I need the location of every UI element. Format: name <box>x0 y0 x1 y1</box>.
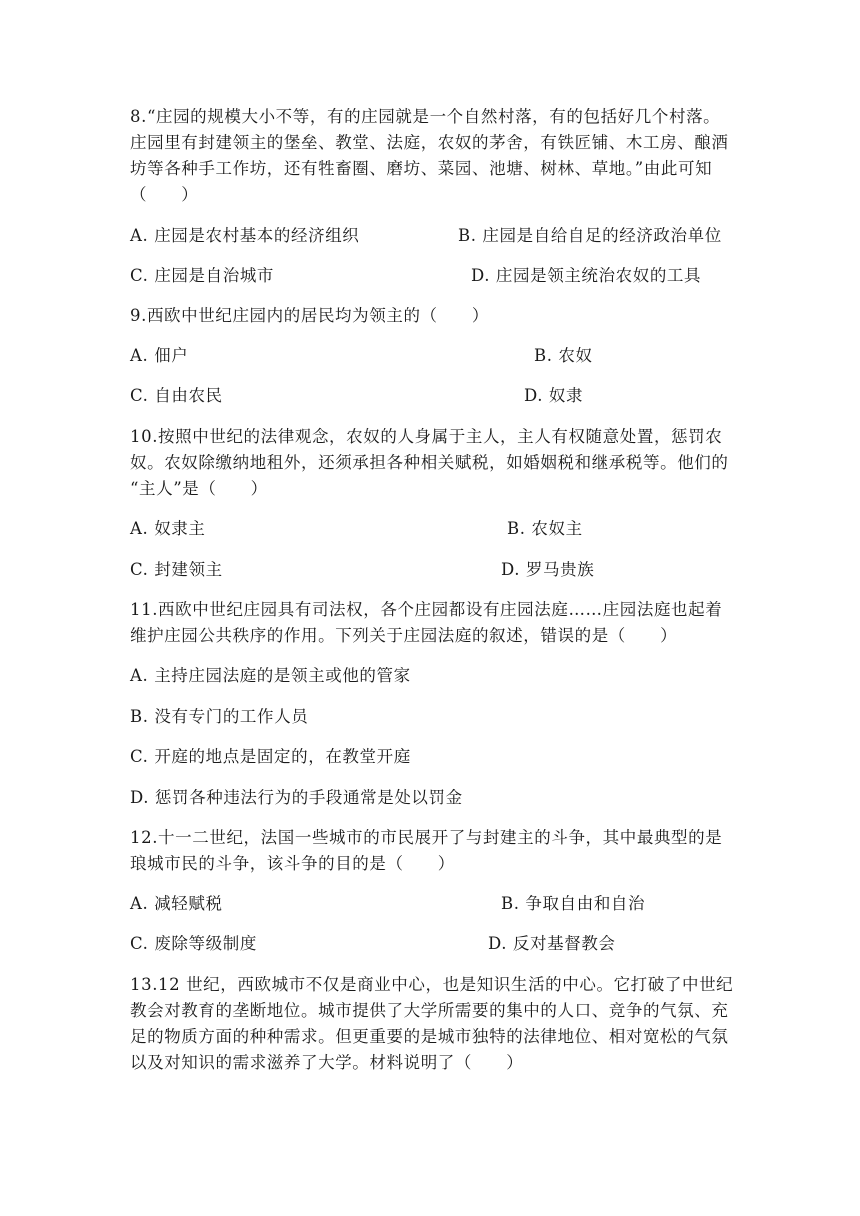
question-9-option-a: A. 佃户 <box>130 346 189 365</box>
question-8-line-2: 庄园里有封建领主的堡垒、教堂、法庭，农奴的茅舍，有铁匠铺、木工房、酿酒 <box>130 133 729 152</box>
question-8-option-a: A. 庄园是农村基本的经济组织 <box>130 226 360 245</box>
question-11-option-c: C. 开庭的地点是固定的，在教堂开庭 <box>130 747 411 766</box>
question-10-option-a: A. 奴隶主 <box>130 519 206 538</box>
question-12-line-1: 12.十一二世纪，法国一些城市的市民展开了与封建主的斗争，其中最典型的是 <box>130 828 723 847</box>
question-9-line-1: 9.西欧中世纪庄园内的居民均为领主的（ ） <box>130 306 489 325</box>
question-12-line-2: 琅城市民的斗争，该斗争的目的是（ ） <box>130 854 455 873</box>
question-10-option-c: C. 封建领主 <box>130 560 223 579</box>
question-8-option-b: B. 庄园是自给自足的经济政治单位 <box>458 226 722 245</box>
question-9-option-b: B. 农奴 <box>534 346 593 365</box>
question-12-option-a: A. 减轻赋税 <box>130 894 223 913</box>
question-13-line-4: 以及对知识的需求滋养了大学。材料说明了（ ） <box>130 1053 524 1072</box>
question-12-option-c: C. 废除等级制度 <box>130 934 257 953</box>
question-10-line-1: 10.按照中世纪的法律观念，农奴的人身属于主人，主人有权随意处置，惩罚农 <box>130 427 723 446</box>
question-8-line-4: （ ） <box>130 185 199 204</box>
question-8-line-1: 8.“庄园的规模大小不等，有的庄园就是一个自然村落，有的包括好几个村落。 <box>130 107 721 126</box>
question-10-line-2: 奴。农奴除缴纳地租外，还须承担各种相关赋税，如婚姻税和继承税等。他们的 <box>130 453 729 472</box>
question-11-option-d: D. 惩罚各种违法行为的手段通常是处以罚金 <box>130 788 463 807</box>
question-13-line-2: 教会对教育的垄断地位。城市提供了大学所需要的集中的人口、竞争的气氛、充 <box>130 1001 729 1020</box>
question-11-option-a: A. 主持庄园法庭的是领主或他的管家 <box>130 666 411 685</box>
question-8-line-3: 坊等各种手工作坊，还有牲畜圈、磨坊、菜园、池塘、树林、草地。”由此可知 <box>130 159 713 178</box>
question-13-line-1: 13.12 世纪，西欧城市不仅是商业中心，也是知识生活的中心。它打破了中世纪 <box>130 975 734 994</box>
question-12-option-d: D. 反对基督教会 <box>488 934 616 953</box>
question-12-option-b: B. 争取自由和自治 <box>501 894 646 913</box>
question-11-line-1: 11.西欧中世纪庄园具有司法权，各个庄园都设有庄园法庭……庄园法庭也起着 <box>130 600 723 619</box>
question-10-line-3: “主人”是（ ） <box>130 479 268 498</box>
question-11-option-b: B. 没有专门的工作人员 <box>130 707 309 726</box>
question-8-option-d: D. 庄园是领主统治农奴的工具 <box>471 266 702 285</box>
question-10-option-d: D. 罗马贵族 <box>501 560 595 579</box>
question-8-option-c: C. 庄园是自治城市 <box>130 266 275 285</box>
question-9-option-d: D. 奴隶 <box>524 386 584 405</box>
question-10-option-b: B. 农奴主 <box>507 519 583 538</box>
question-13-line-3: 足的物质方面的种种需求。但更重要的是城市独特的法律地位、相对宽松的气氛 <box>130 1027 729 1046</box>
question-11-line-2: 维护庄园公共秩序的作用。下列关于庄园法庭的叙述，错误的是（ ） <box>130 626 678 645</box>
question-9-option-c: C. 自由农民 <box>130 386 223 405</box>
